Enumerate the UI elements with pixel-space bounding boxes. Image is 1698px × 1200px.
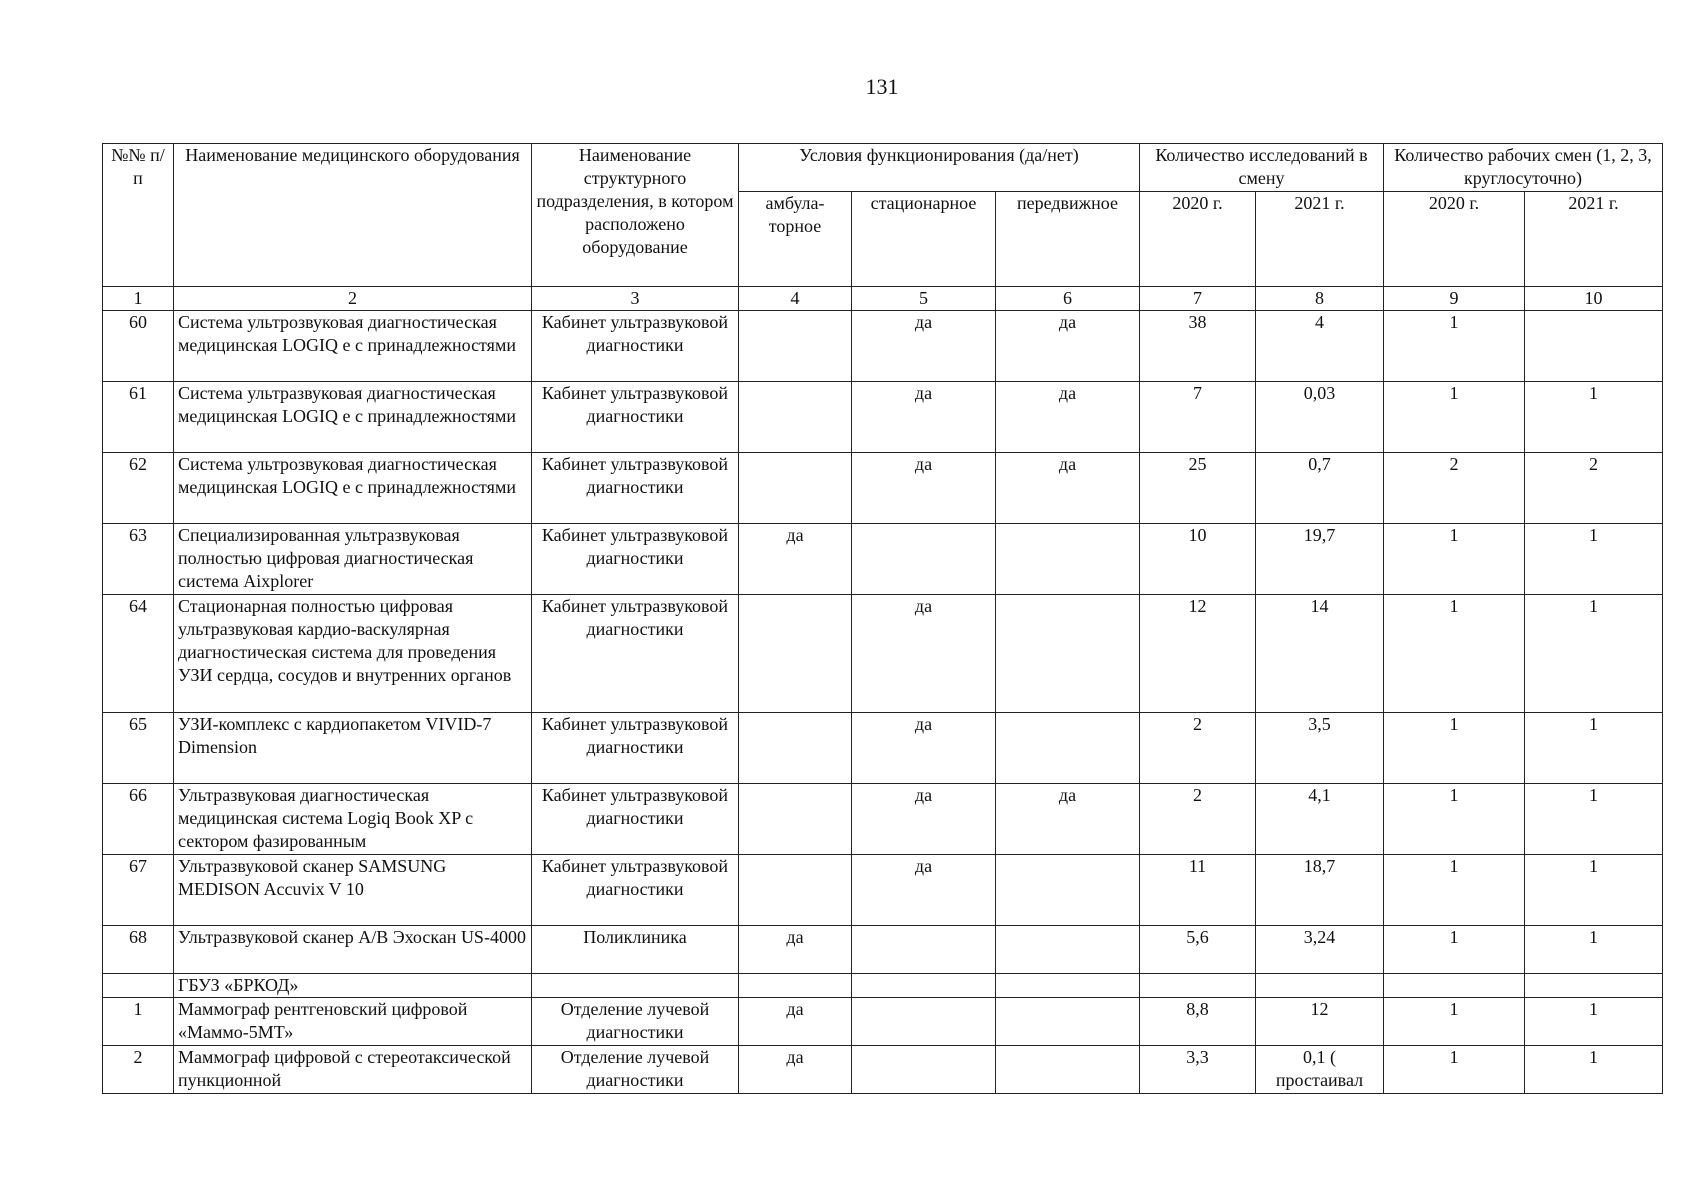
cell-unit: Поликлиника: [532, 926, 739, 974]
header-conditions: Условия функционирования (да/нет): [739, 144, 1140, 192]
cell-unit: Кабинет ультразвуковой диагностики: [532, 524, 739, 595]
cell-mobile: [996, 974, 1140, 998]
cell-exams-2020: 25: [1140, 453, 1256, 524]
cell-mobile: [996, 595, 1140, 713]
cell-exams-2021: 3,24: [1256, 926, 1384, 974]
cell-unit: Отделение лучевой диагностики: [532, 998, 739, 1046]
header-name: Наименование медицинского оборудования: [174, 144, 532, 287]
cell-stat: да: [852, 453, 996, 524]
cell-amb: да: [739, 926, 852, 974]
header-unit: Наименование структурного подразделения, в котором расположено оборудование: [532, 144, 739, 287]
cell-name: Специализированная ультразвуковая полностью цифровая диагностическая система Aixplorer: [174, 524, 532, 595]
column-number: 10: [1525, 287, 1663, 311]
cell-shifts-2021: [1525, 311, 1663, 382]
cell-unit: Отделение лучевой диагностики: [532, 1046, 739, 1094]
cell-exams-2020: 5,6: [1140, 926, 1256, 974]
cell-mobile: да: [996, 784, 1140, 855]
cell-name: Ультразвуковой сканер SAMSUNG MEDISON Accuvix V 10: [174, 855, 532, 926]
cell-num: 64: [103, 595, 174, 713]
column-number: 3: [532, 287, 739, 311]
cell-amb: [739, 311, 852, 382]
cell-shifts-2021: 1: [1525, 1046, 1663, 1094]
header-shifts-2020: 2020 г.: [1384, 192, 1525, 287]
cell-mobile: [996, 1046, 1140, 1094]
cell-exams-2020: 10: [1140, 524, 1256, 595]
table-row: [103, 998, 1663, 1046]
page-number: 131: [865, 74, 899, 99]
cell-unit: [532, 974, 739, 998]
cell-mobile: [996, 524, 1140, 595]
cell-shifts-2021: [1525, 974, 1663, 998]
table-row: [103, 713, 1663, 784]
table-row: [103, 784, 1663, 855]
table-row: [103, 453, 1663, 524]
cell-stat: да: [852, 595, 996, 713]
cell-exams-2021: 4,1: [1256, 784, 1384, 855]
cell-shifts-2020: 1: [1384, 998, 1525, 1046]
header-amb: амбула-торное: [739, 192, 852, 287]
table-row: [103, 926, 1663, 974]
header-stat: стационарное: [852, 192, 996, 287]
cell-exams-2021: 12: [1256, 998, 1384, 1046]
header-num: №№ п/п: [103, 144, 174, 287]
column-number: 7: [1140, 287, 1256, 311]
table-row: [103, 311, 1663, 382]
table-body: [103, 311, 1663, 1094]
cell-mobile: да: [996, 453, 1140, 524]
cell-shifts-2021: 2: [1525, 453, 1663, 524]
cell-stat: да: [852, 311, 996, 382]
cell-shifts-2020: 1: [1384, 926, 1525, 974]
cell-amb: [739, 974, 852, 998]
cell-exams-2020: 12: [1140, 595, 1256, 713]
cell-stat: [852, 926, 996, 974]
cell-exams-2021: 18,7: [1256, 855, 1384, 926]
header-exams-2021: 2021 г.: [1256, 192, 1384, 287]
cell-num: 65: [103, 713, 174, 784]
equipment-table: [102, 143, 1663, 1094]
table-row: [103, 524, 1663, 595]
cell-amb: да: [739, 998, 852, 1046]
cell-unit: Кабинет ультразвуковой диагностики: [532, 713, 739, 784]
cell-stat: да: [852, 855, 996, 926]
cell-mobile: [996, 855, 1140, 926]
cell-amb: [739, 855, 852, 926]
cell-unit: Кабинет ультразвуковой диагностики: [532, 595, 739, 713]
cell-num: 66: [103, 784, 174, 855]
cell-exams-2020: 2: [1140, 784, 1256, 855]
cell-amb: [739, 713, 852, 784]
table-row: [103, 1046, 1663, 1094]
cell-amb: [739, 453, 852, 524]
cell-shifts-2020: [1384, 974, 1525, 998]
table-row: [103, 855, 1663, 926]
column-number-row: [103, 287, 1663, 311]
section-row: [103, 974, 1663, 998]
cell-stat: [852, 1046, 996, 1094]
cell-amb: [739, 382, 852, 453]
cell-shifts-2020: 1: [1384, 524, 1525, 595]
cell-shifts-2020: 1: [1384, 382, 1525, 453]
cell-amb: [739, 784, 852, 855]
cell-stat: [852, 974, 996, 998]
header-shifts-2021: 2021 г.: [1525, 192, 1663, 287]
cell-exams-2021: 0,03: [1256, 382, 1384, 453]
cell-unit: Кабинет ультразвуковой диагностики: [532, 784, 739, 855]
cell-num: 63: [103, 524, 174, 595]
cell-name: УЗИ-комплекс с кардиопакетом VIVID-7 Dimension: [174, 713, 532, 784]
cell-exams-2020: 38: [1140, 311, 1256, 382]
cell-amb: да: [739, 1046, 852, 1094]
cell-exams-2021: 4: [1256, 311, 1384, 382]
cell-shifts-2021: 1: [1525, 926, 1663, 974]
cell-shifts-2021: 1: [1525, 595, 1663, 713]
column-number: 6: [996, 287, 1140, 311]
cell-num: 60: [103, 311, 174, 382]
cell-unit: Кабинет ультразвуковой диагностики: [532, 855, 739, 926]
cell-shifts-2021: 1: [1525, 524, 1663, 595]
cell-exams-2021: 19,7: [1256, 524, 1384, 595]
cell-mobile: [996, 926, 1140, 974]
column-number: 1: [103, 287, 174, 311]
cell-mobile: да: [996, 311, 1140, 382]
cell-shifts-2021: 1: [1525, 713, 1663, 784]
cell-name: Ультразвуковая диагностическая медицинская система Logiq Book XP с сектором фазированным: [174, 784, 532, 855]
cell-stat: да: [852, 382, 996, 453]
cell-num: 68: [103, 926, 174, 974]
cell-name: Маммограф цифровой с стереотаксической пункционной: [174, 1046, 532, 1094]
cell-unit: Кабинет ультразвуковой диагностики: [532, 311, 739, 382]
cell-num: [103, 974, 174, 998]
cell-unit: Кабинет ультразвуковой диагностики: [532, 453, 739, 524]
cell-num: 1: [103, 998, 174, 1046]
cell-name: Маммограф рентгеновский цифровой «Маммо-5МТ»: [174, 998, 532, 1046]
cell-name: Система ультразвуковая диагностическая медицинская LOGIQ e с принадлежностями: [174, 382, 532, 453]
cell-amb: [739, 595, 852, 713]
cell-exams-2020: [1140, 974, 1256, 998]
cell-exams-2021: 3,5: [1256, 713, 1384, 784]
cell-exams-2021: 0,7: [1256, 453, 1384, 524]
cell-num: 61: [103, 382, 174, 453]
cell-num: 62: [103, 453, 174, 524]
column-number: 5: [852, 287, 996, 311]
column-number: 9: [1384, 287, 1525, 311]
header-shifts: Количество рабочих смен (1, 2, 3, круглосуточно): [1384, 144, 1663, 192]
cell-shifts-2020: 1: [1384, 855, 1525, 926]
table-header: [103, 144, 1663, 311]
cell-shifts-2020: 1: [1384, 713, 1525, 784]
cell-shifts-2020: 1: [1384, 595, 1525, 713]
cell-stat: да: [852, 713, 996, 784]
table-row: [103, 595, 1663, 713]
cell-stat: [852, 524, 996, 595]
cell-exams-2020: 7: [1140, 382, 1256, 453]
cell-mobile: да: [996, 382, 1140, 453]
cell-mobile: [996, 998, 1140, 1046]
cell-shifts-2021: 1: [1525, 784, 1663, 855]
cell-shifts-2021: 1: [1525, 855, 1663, 926]
cell-shifts-2020: 1: [1384, 311, 1525, 382]
cell-stat: да: [852, 784, 996, 855]
cell-exams-2020: 8,8: [1140, 998, 1256, 1046]
column-number: 2: [174, 287, 532, 311]
cell-mobile: [996, 713, 1140, 784]
cell-num: 2: [103, 1046, 174, 1094]
cell-shifts-2020: 1: [1384, 1046, 1525, 1094]
cell-num: 67: [103, 855, 174, 926]
cell-exams-2020: 11: [1140, 855, 1256, 926]
cell-name: Стационарная полностью цифровая ультразвуковая кардио-васкулярная диагностическая система для проведения УЗИ сердца, сосудов и внутренних органов: [174, 595, 532, 713]
cell-stat: [852, 998, 996, 1046]
cell-name: Система ультрозвуковая диагностическая медицинская LOGIQ e с принадлежностями: [174, 311, 532, 382]
cell-shifts-2020: 1: [1384, 784, 1525, 855]
table-row: [103, 382, 1663, 453]
cell-shifts-2021: 1: [1525, 998, 1663, 1046]
cell-name: Ультразвуковой сканер А/В Эхоскан US-4000: [174, 926, 532, 974]
cell-name: Система ультрозвуковая диагностическая медицинская LOGIQ e с принадлежностями: [174, 453, 532, 524]
column-number: 4: [739, 287, 852, 311]
cell-amb: да: [739, 524, 852, 595]
header-mobile: передвижное: [996, 192, 1140, 287]
cell-unit: Кабинет ультразвуковой диагностики: [532, 382, 739, 453]
cell-shifts-2020: 2: [1384, 453, 1525, 524]
cell-exams-2020: 2: [1140, 713, 1256, 784]
header-exams: Количество исследований в смену: [1140, 144, 1384, 192]
section-title: ГБУЗ «БРКОД»: [174, 974, 532, 998]
cell-exams-2021: [1256, 974, 1384, 998]
header-exams-2020: 2020 г.: [1140, 192, 1256, 287]
cell-shifts-2021: 1: [1525, 382, 1663, 453]
cell-exams-2021: 0,1 ( простаивал: [1256, 1046, 1384, 1094]
column-number: 8: [1256, 287, 1384, 311]
cell-exams-2021: 14: [1256, 595, 1384, 713]
cell-exams-2020: 3,3: [1140, 1046, 1256, 1094]
